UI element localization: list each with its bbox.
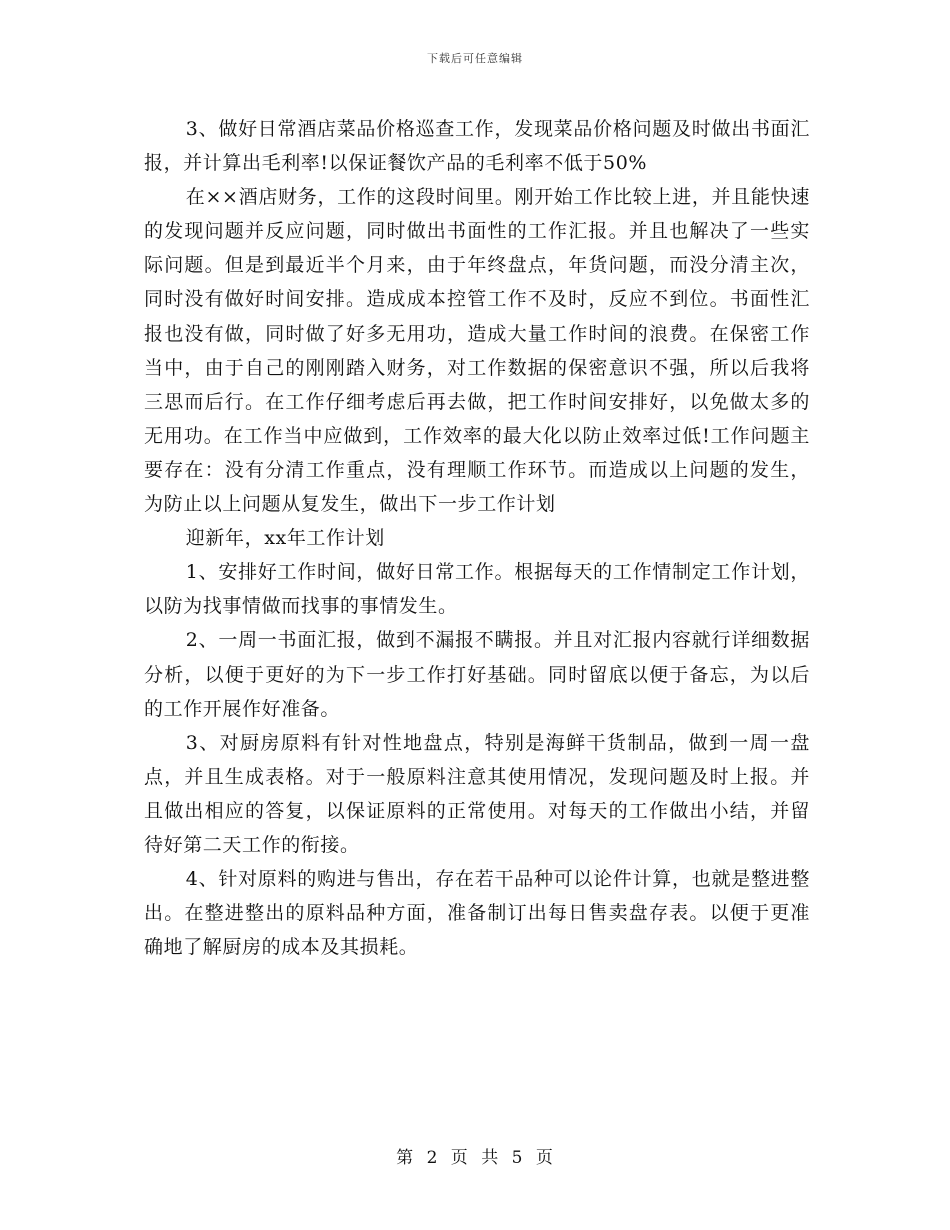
paragraph-plan-item-4: 4、针对原料的购进与售出，存在若干品种可以论件计算，也就是整进整出。在整进整出的原料品种方面，准备制订出每日售卖盘存表。以便于更准确地了解厨房的成本及其损耗。 xyxy=(144,868,810,959)
paragraph-item-3-price-check: 3、做好日常酒店菜品价格巡查工作，发现菜品价格问题及时做出书面汇报，并计算出毛利率!以保证餐饮产品的毛利率不低于50% xyxy=(144,118,810,175)
page-header: 下载后可任意编辑 xyxy=(427,52,523,65)
paragraph-plan-item-1: 1、安排好工作时间，做好日常工作。根据每天的工作情制定工作计划，以防为找事情做而找事的事情发生。 xyxy=(144,561,810,618)
page-number-footer: 第 2 页 共 5 页 xyxy=(396,1148,554,1168)
document-body xyxy=(144,112,810,964)
paragraph-plan-heading: 迎新年，xx年工作计划 xyxy=(185,527,385,550)
paragraph-work-summary: 在××酒店财务，工作的这段时间里。刚开始工作比较上进，并且能快速的发现问题并反应问题，同时做出书面性的工作汇报。并且也解决了一些实际问题。但是到最近半个月来，由于年终盘点，年货问题，而没分清主次，同时没有做好时间安排。造成成本控管工作不及时，反应不到位。书面性汇报也没有做，同时做了好多无用功，造成大量工作时间的浪费。在保密工作当中，由于自己的刚刚踏入财务，对工作数据的保密意识不强，所以后我将三思而后行。在工作仔细考虑后再去做，把工作时间安排好，以免做太多的无用功。在工作当中应做到，工作效率的最大化以防止效率过低!工作问题主要存在：没有分清工作重点，没有理顺工作环节。而造成以上问题的发生，为防止以上问题从复发生，做出下一步工作计划 xyxy=(144,186,810,516)
paragraph-plan-item-2: 2、一周一书面汇报，做到不漏报不瞒报。并且对汇报内容就行详细数据分析，以便于更好的为下一步工作打好基础。同时留底以便于备忘，为以后的工作开展作好准备。 xyxy=(144,629,810,720)
paragraph-plan-item-3: 3、对厨房原料有针对性地盘点，特别是海鲜干货制品，做到一周一盘点，并且生成表格。对于一般原料注意其使用情况，发现问题及时上报。并且做出相应的答复，以保证原料的正常使用。对每天的工作做出小结，并留待好第二天工作的衔接。 xyxy=(144,731,810,856)
